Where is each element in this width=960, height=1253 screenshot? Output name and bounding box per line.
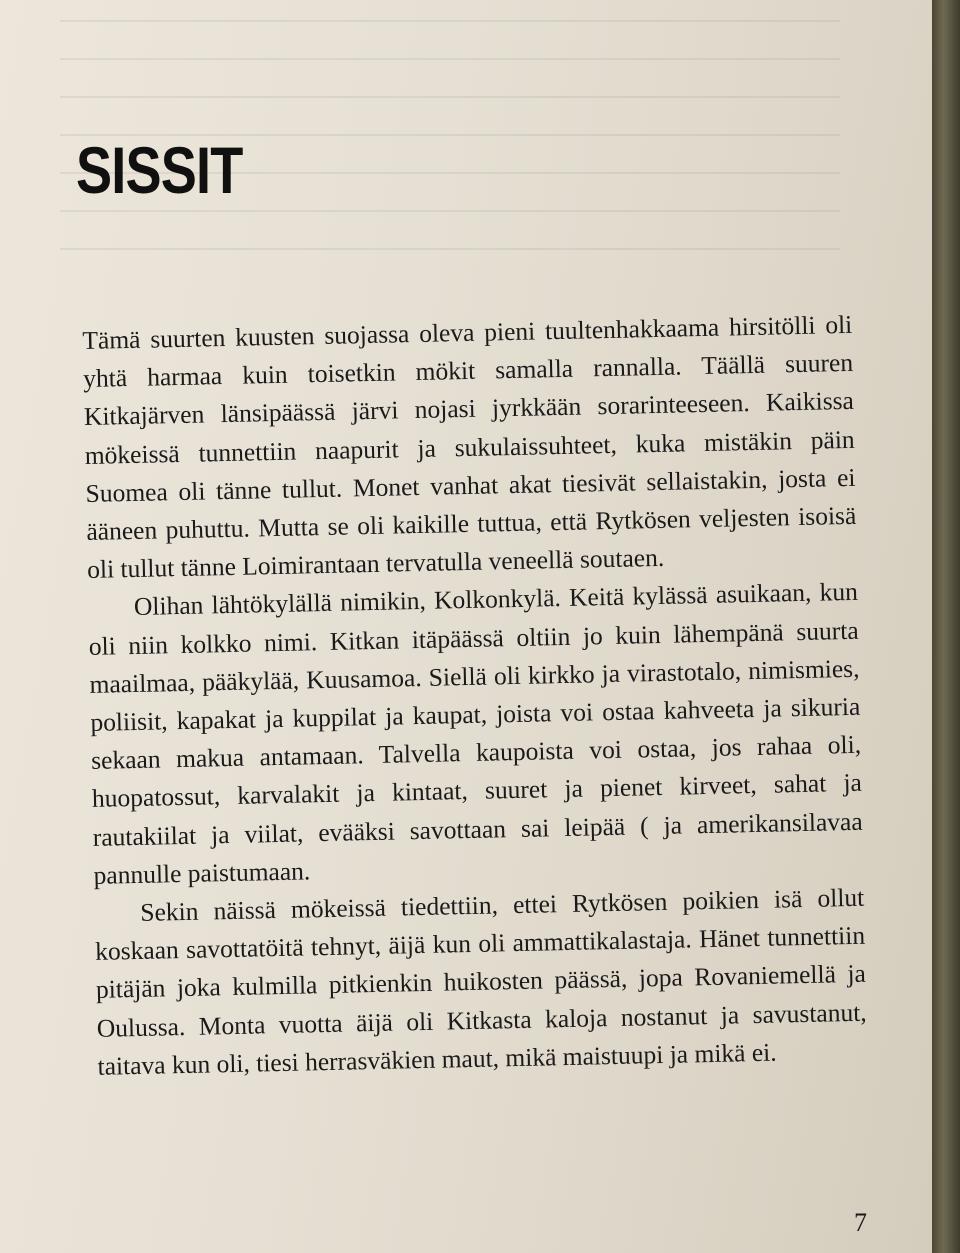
paragraph-2: Olihan lähtökylällä nimikin, Kolkonkylä. Keitä kylässä asuikaan, kun oli niin kolkko nimi. Kitkan itäpäässä oltiin jo kuin lähempänä suurta maailmaa, pääkylää, Kuusamoa. Siellä oli kirkko ja virastotalo, nimismies, poliisit, kapakat ja kuppilat ja kaupat, joista voi ostaa kahveeta ja sikuria sekaan makua antamaan. Talvella kaupoista voi ostaa, jos rahaa oli, huopatossut, karvalakit ja kintaat, suuret ja pienet kirveet, sahat ja rautakiilat ja viilat, evääksi savottaan sai leipää ( ja amerikansilavaa pannulle paistumaan.	[88, 577, 863, 890]
book-spine-edge	[932, 0, 960, 1253]
paragraph-1: Tämä suurten kuusten suojassa oleva pieni tuultenhakkaama hirsitölli oli yhtä harmaa kuin toisetkin mökit samalla rannalla. Täällä suuren Kitkajärven länsipäässä järvi nojasi jyrkkään sorarinteeseen. Kaikissa mökeissä tunnettiin naapurit ja sukulaissuhteet, kuka mistäkin päin Suomea oli tänne tullut. Monet vanhat akat tiesivät sellaistakin, josta ei ääneen puhuttu. Mutta se oli kaikille tuttua, että Rytkösen veljesten isoisä oli tullut tänne Loimirantaan tervatulla veneellä soutaen.	[82, 309, 857, 585]
chapter-body	[82, 306, 868, 1086]
page-number: 7	[854, 1208, 867, 1237]
chapter-title: SISSIT	[76, 133, 243, 207]
paragraph-3: Sekin näissä mökeissä tiedettiin, ettei Rytkösen poikien isä ollut koskaan savottatöitä tehnyt, äijä kun oli ammattikalastaja. Hänet tunnettiin pitäjän joka kulmilla pitkienkin huikosten päässä, jopa Rovaniemellä ja Oulussa. Monta vuotta äijä oli Kitkasta kaloja nostanut ja savustanut, taitava kun oli, tiesi herrasväkien maut, mikä maistuupi ja mikä ei.	[94, 882, 867, 1081]
